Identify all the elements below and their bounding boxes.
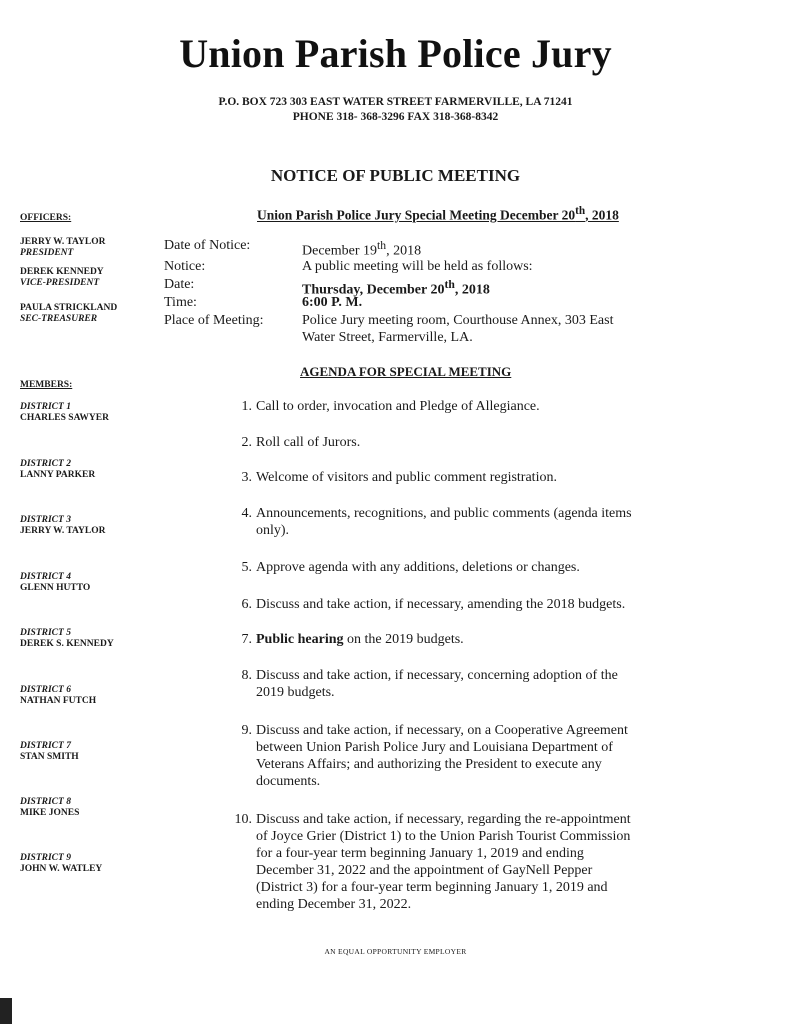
member-name: GLENN HUTTO	[20, 583, 91, 593]
member-entry	[20, 741, 79, 763]
officer-name: JERRY W. TAYLOR	[20, 237, 106, 247]
officer-role: PRESIDENT	[20, 248, 74, 258]
agenda-header: AGENDA FOR SPECIAL MEETING	[300, 364, 512, 379]
agenda-item-text	[256, 559, 675, 576]
agenda-item-line: (District 3) for a four-year term beginning January 1, 2019 and	[256, 880, 608, 895]
officers-header: OFFICERS:	[20, 213, 72, 223]
member-district: DISTRICT 8	[20, 797, 71, 807]
letterhead-title: Union Parish Police Jury	[179, 31, 612, 76]
agenda-item-line: between Union Parish Police Jury and Louisiana Department of	[256, 740, 613, 755]
agenda-item-text	[256, 398, 675, 415]
member-name: MIKE JONES	[20, 808, 80, 818]
member-name: STAN SMITH	[20, 752, 79, 762]
member-name: JERRY W. TAYLOR	[20, 526, 106, 536]
member-entry	[20, 402, 109, 424]
member-district: DISTRICT 7	[20, 741, 71, 751]
agenda-item-line	[256, 631, 675, 648]
agenda-item-line: Discuss and take action, if necessary, amending the 2018 budgets.	[256, 597, 626, 612]
agenda-item-text	[256, 722, 675, 790]
member-entry	[20, 515, 105, 537]
time-value: 6:00 P. M.	[302, 295, 363, 310]
agenda-item-number: 2.	[241, 435, 252, 450]
member-entry	[20, 685, 96, 707]
member-entry	[20, 572, 90, 594]
member-district: DISTRICT 6	[20, 685, 71, 695]
member-entry	[20, 797, 79, 819]
agenda-item-text	[256, 631, 675, 648]
agenda-item-number: 6.	[241, 597, 252, 612]
member-district: DISTRICT 3	[20, 515, 71, 525]
agenda-item-number: 7.	[241, 632, 252, 647]
place-line: Water Street, Farmerville, LA.	[302, 330, 473, 345]
agenda-item-line: only).	[256, 523, 290, 538]
agenda-item-line: Discuss and take action, if necessary, regarding the re-appointment	[256, 812, 631, 827]
date-of-notice-year: , 2018	[386, 243, 422, 259]
agenda-item-rest: on the 2019 budgets.	[343, 632, 464, 647]
agenda-item-line: ending December 31, 2022.	[256, 897, 412, 912]
meeting-subtitle	[257, 205, 619, 224]
date-of-notice-value	[302, 237, 702, 260]
date-of-notice-label: Date of Notice:	[164, 238, 251, 253]
agenda-item-number: 9.	[241, 723, 252, 738]
agenda-item-line: Discuss and take action, if necessary, on a Cooperative Agreement	[256, 723, 628, 738]
members-header: MEMBERS:	[20, 380, 73, 390]
agenda-item-line: December 31, 2022 and the appointment of GayNell Pepper	[256, 863, 593, 878]
agenda-item-line: documents.	[256, 774, 321, 789]
agenda-item-line: of Joyce Grier (District 1) to the Union Parish Tourist Commission	[256, 829, 631, 844]
date-sup: th	[444, 278, 455, 291]
agenda-item-number: 5.	[241, 560, 252, 575]
meeting-subtitle-sup: th	[575, 205, 586, 217]
member-name: CHARLES SAWYER	[20, 413, 109, 423]
notice-value: A public meeting will be held as follows:	[302, 259, 533, 274]
member-entry	[20, 459, 95, 481]
agenda-item-line: Approve agenda with any additions, deletions or changes.	[256, 560, 580, 575]
agenda-item-text	[256, 596, 675, 613]
member-district: DISTRICT 2	[20, 459, 71, 469]
scan-edge-mark	[0, 998, 12, 1024]
date-year: , 2018	[454, 282, 490, 298]
agenda-item-line: Announcements, recognitions, and public comments (agenda items	[256, 506, 632, 521]
meeting-subtitle-text: Union Parish Police Jury Special Meeting December 20	[257, 207, 576, 223]
agenda-item-number: 1.	[241, 399, 252, 414]
time-label: Time:	[164, 295, 197, 310]
member-entry	[20, 853, 102, 875]
date-of-notice-sup: th	[377, 239, 387, 252]
place-value	[302, 312, 702, 346]
member-name: JOHN W. WATLEY	[20, 864, 103, 874]
place-line: Police Jury meeting room, Courthouse Annex, 303 East	[302, 313, 614, 328]
agenda-item-number: 3.	[241, 470, 252, 485]
officer-role: VICE-PRESIDENT	[20, 278, 100, 288]
agenda-item-bold-lead: Public hearing	[256, 632, 344, 647]
agenda-item-text	[256, 469, 675, 486]
agenda-item-number: 8.	[241, 668, 252, 683]
agenda-item-number: 10.	[234, 812, 252, 827]
member-district: DISTRICT 1	[20, 402, 71, 412]
address-line: P.O. BOX 723 303 EAST WATER STREET FARMERVILLE, LA 71241	[218, 96, 573, 108]
officer-name: PAULA STRICKLAND	[20, 303, 118, 313]
member-name: NATHAN FUTCH	[20, 696, 97, 706]
member-name: LANNY PARKER	[20, 470, 96, 480]
place-label: Place of Meeting:	[164, 313, 264, 328]
officer-entry	[20, 267, 104, 289]
agenda-item-line: for a four-year term beginning January 1, 2019 and ending	[256, 846, 584, 861]
agenda-item-line: Discuss and take action, if necessary, concerning adoption of the	[256, 668, 618, 683]
member-district: DISTRICT 4	[20, 572, 71, 582]
agenda-item-line: 2019 budgets.	[256, 685, 335, 700]
date-of-notice-text: December 19	[302, 243, 378, 259]
officer-entry	[20, 303, 117, 325]
footer-eoe: AN EQUAL OPPORTUNITY EMPLOYER	[324, 947, 467, 956]
notice-title: NOTICE OF PUBLIC MEETING	[270, 166, 521, 185]
phone-fax-line: PHONE 318- 368-3296 FAX 318-368-8342	[292, 111, 499, 123]
date-text: Thursday, December 20	[302, 282, 445, 298]
agenda-item-line: Roll call of Jurors.	[256, 435, 361, 450]
agenda-item-line: Call to order, invocation and Pledge of Allegiance.	[256, 399, 540, 414]
agenda-item-text	[256, 811, 675, 913]
member-entry	[20, 628, 114, 650]
member-district: DISTRICT 5	[20, 628, 71, 638]
officer-role: SEC-TREASURER	[20, 314, 98, 324]
member-district: DISTRICT 9	[20, 853, 71, 863]
agenda-item-text	[256, 434, 675, 451]
officer-name: DEREK KENNEDY	[20, 267, 104, 277]
date-label: Date:	[164, 277, 195, 292]
agenda-item-number: 4.	[241, 506, 252, 521]
meeting-subtitle-year: , 2018	[585, 207, 619, 223]
agenda-item-line: Welcome of visitors and public comment registration.	[256, 470, 557, 485]
agenda-item-text	[256, 505, 675, 539]
notice-label: Notice:	[164, 259, 206, 274]
member-name: DEREK S. KENNEDY	[20, 639, 114, 649]
officer-entry	[20, 237, 105, 259]
agenda-item-text	[256, 667, 675, 701]
agenda-item-line: Veterans Affairs; and authorizing the President to execute any	[256, 757, 602, 772]
